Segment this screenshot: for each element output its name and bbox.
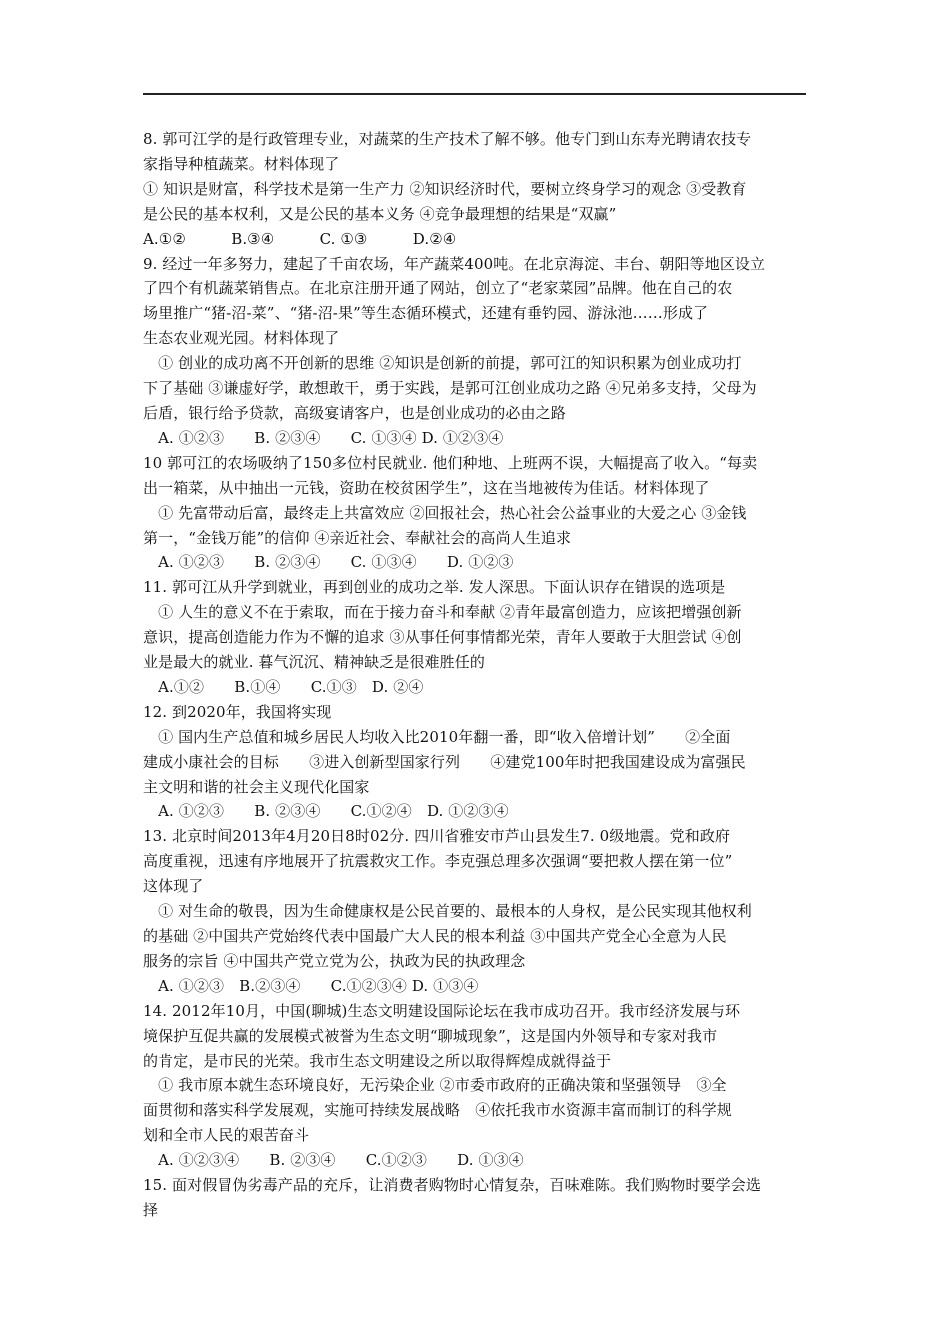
text-line: 建成小康社会的目标 ③进入创新型国家行列 ④建党100年时把我国建设成为富强民 [143,752,746,771]
text-line: 择 [143,1200,159,1219]
text-line: 场里推广“猪-沼-菜”、“猪-沼-果”等生态循环模式，还建有垂钓园、游泳池……形成了 [143,304,709,323]
text-line: 的基础 ②中国共产党始终代表中国最广大人民的根本利益 ③中国共产党全心全意为人民 [143,927,727,945]
text-line: 了四个有机蔬菜销售点。在北京注册开通了网站，创立了“老家菜园”品牌。他在自己的农 [143,279,733,298]
text-line: A. ①②③④ B. ②③④ C.①②③ D. ①③④ [143,1151,524,1170]
text-line: 14. 2012年10月，中国(聊城)生态文明建设国际论坛在我市成功召开。我市经济发展与环 [143,1001,741,1020]
text-line: 出一箱菜，从中抽出一元钱，资助在校贫困学生”，这在当地被传为佳话。材料体现了 [143,478,710,497]
text-line: 13. 北京时间2013年4月20日8时02分. 四川省雅安市芦山县发生7. 0级地震。党和政府 [143,827,731,846]
text-line: 11. 郭可江从升学到就业，再到创业的成功之举. 发人深思。下面认识存在错误的选项是 [143,578,726,597]
text-line: ① 知识是财富，科学技术是第一生产力 ②知识经济时代，要树立终身学习的观念 ③受教育 [143,179,747,198]
text-line: A. ①②③ B. ②③④ C. ①③④ D. ①②③ [143,553,514,572]
text-line: 15. 面对假冒伪劣毒产品的充斥，让消费者购物时心情复杂，百味难陈。我们购物时要学会选 [143,1176,761,1195]
text-line: A.①② B.③④ C. ①③ D.②④ [143,229,457,248]
text-line: 10 郭可江的农场吸纳了150多位村民就业. 他们种地、上班两不误，大幅提高了收入。“每卖 [143,453,758,472]
text-line: 后盾，银行给予贷款，高级宴请客户，也是创业成功的必由之路 [143,403,566,422]
exam-question-text [143,127,808,1223]
text-line: ① 先富带动后富，最终走上共富效应 ②回报社会，热心社会公益事业的大爱之心 ③金钱 [143,503,747,522]
text-line: 主文明和谐的社会主义现代化国家 [143,777,370,796]
text-line: 这体现了 [143,877,204,896]
text-line: 12. 到2020年，我国将实现 [143,702,332,721]
text-line: A. ①②③ B.②③④ C.①②③④ D. ①③④ [143,976,479,995]
text-line: ① 国内生产总值和城乡居民人均收入比2010年翻一番，即“收入倍增计划” ②全面 [143,727,731,746]
text-line: A. ①②③ B. ②③④ C.①②④ D. ①②③④ [143,802,509,821]
text-line: 的肯定，是市民的光荣。我市生态文明建设之所以取得辉煌成就得益于 [143,1051,612,1070]
text-line: 第一，“金钱万能”的信仰 ④亲近社会、奉献社会的高尚人生追求 [143,528,572,547]
text-line: ① 人生的意义不在于索取，而在于接力奋斗和奉献 ②青年最富创造力，应该把增强创新 [143,603,742,622]
text-line: 划和全市人民的艰苦奋斗 [143,1126,310,1145]
text-line: A.①② B.①④ C.①③ D. ②④ [143,677,424,696]
header-rule [143,93,806,95]
text-line: ① 创业的成功离不开创新的思维 ②知识是创新的前提，郭可江的知识积累为创业成功打 [143,354,742,373]
text-line: 高度重视，迅速有序地展开了抗震救灾工作。李克强总理多次强调“要把救人摆在第一位” [143,852,733,871]
text-line: 境保护互促共赢的发展模式被誉为生态文明“聊城现象”，这是国内外领导和专家对我市 [143,1026,718,1045]
text-line: ① 我市原本就生态环境良好，无污染企业 ②市委市政府的正确决策和坚强领导 ③全 [143,1076,727,1095]
text-line: 8. 郭可江学的是行政管理专业，对蔬菜的生产技术了解不够。他专门到山东寿光聘请农技专 [143,130,752,148]
text-line: 9. 经过一年多努力，建起了千亩农场，年产蔬菜400吨。在北京海淀、丰台、朝阳等地区设立 [143,254,766,273]
text-line: A. ①②③ B. ②③④ C. ①③④ D. ①②③④ [143,428,504,447]
text-line: 服务的宗旨 ④中国共产党立党为公，执政为民的执政理念 [143,951,526,970]
text-line: 面贯彻和落实科学发展观，实施可持续发展战略 ④依托我市水资源丰富而制订的科学规 [143,1101,732,1120]
text-line: 业是最大的就业. 暮气沉沉、精神缺乏是很难胜任的 [143,653,485,672]
text-line: 家指导种植蔬菜。材料体现了 [143,154,340,173]
text-line: 下了基础 ③谦虚好学，敢想敢干，勇于实践，是郭可江创业成功之路 ④兄弟多支持，父母为 [143,379,757,398]
text-line: 意识，提高创造能力作为不懈的追求 ③从事任何事情都光荣，青年人要敢于大胆尝试 ④创 [143,628,742,647]
text-line: 生态农业观光园。材料体现了 [143,329,340,348]
text-line: ① 对生命的敬畏，因为生命健康权是公民首要的、最根本的人身权，是公民实现其他权利 [143,902,752,921]
text-line: 是公民的基本权利，又是公民的基本义务 ④竞争最理想的结果是“双赢” [143,204,617,223]
